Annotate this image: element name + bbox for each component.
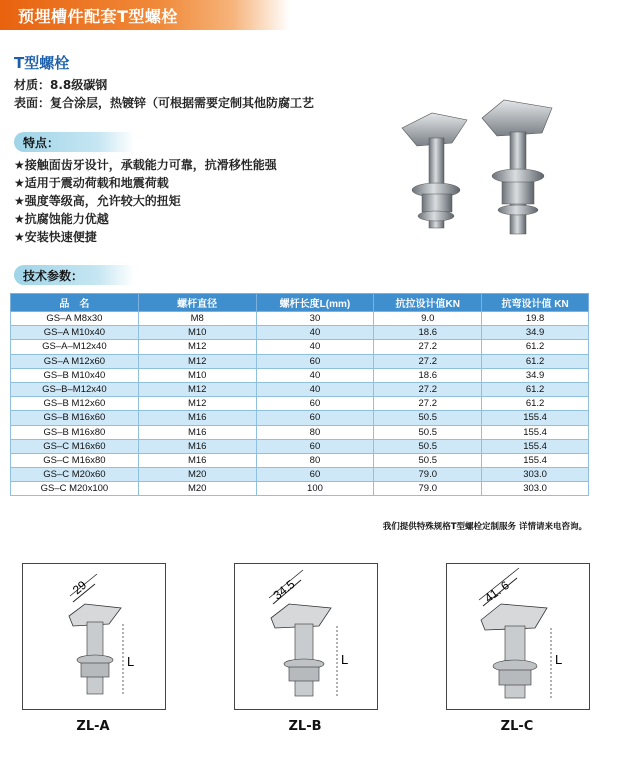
- table-cell: 61.2: [482, 397, 589, 411]
- feature-item: ★安装快速便捷: [14, 230, 97, 244]
- t-bolt-1: [402, 113, 467, 228]
- zl-c-drawing: [479, 568, 562, 700]
- surface-spec: 表面：复合涂层，热镀锌（可根据需要定制其他防腐工艺: [14, 96, 315, 110]
- table-cell: M16: [138, 425, 256, 439]
- table-row: [11, 397, 589, 411]
- table-row: [11, 368, 589, 382]
- table-cell: 60: [256, 468, 374, 482]
- header-banner: [0, 0, 290, 30]
- table-row: [11, 382, 589, 396]
- feature-item: ★抗腐蚀能力优越: [14, 212, 109, 226]
- table-cell: M12: [138, 397, 256, 411]
- table-cell: 40: [256, 326, 374, 340]
- table-cell: GS–A M12x60: [11, 354, 139, 368]
- table-cell: 79.0: [374, 468, 482, 482]
- figure-label-zl-b: ZL-B: [288, 719, 322, 734]
- table-row: [11, 453, 589, 467]
- column-header-diameter: 螺杆直径: [138, 294, 256, 312]
- table-row: [11, 425, 589, 439]
- table-cell: 18.6: [374, 326, 482, 340]
- table-cell: 34.9: [482, 368, 589, 382]
- zl-a-length-label: L: [127, 654, 135, 669]
- table-cell: 27.2: [374, 397, 482, 411]
- table-cell: M10: [138, 326, 256, 340]
- table-cell: 155.4: [482, 425, 589, 439]
- table-row: [11, 312, 589, 326]
- table-cell: GS–B–M12x40: [11, 382, 139, 396]
- table-cell: 30: [256, 312, 374, 326]
- table-cell: 34.9: [482, 326, 589, 340]
- features-heading-label: 特点：: [23, 136, 60, 150]
- zl-a-dimension: 29: [69, 577, 90, 598]
- table-row: [11, 411, 589, 425]
- table-row: [11, 340, 589, 354]
- table-row: [11, 326, 589, 340]
- table-cell: 79.0: [374, 482, 482, 496]
- column-header-tensile: 抗拉设计值KN: [374, 294, 482, 312]
- feature-item: ★接触面齿牙设计，承载能力可靠，抗滑移性能强: [14, 158, 277, 172]
- params-heading: [14, 265, 134, 285]
- table-cell: 60: [256, 397, 374, 411]
- table-cell: 60: [256, 354, 374, 368]
- table-cell: GS–B M16x60: [11, 411, 139, 425]
- table-cell: GS–C M16x80: [11, 453, 139, 467]
- table-row: [11, 354, 589, 368]
- figure-label-zl-a: ZL-A: [76, 719, 110, 734]
- table-cell: 40: [256, 382, 374, 396]
- table-cell: 50.5: [374, 411, 482, 425]
- params-table: [10, 293, 589, 496]
- zl-b-dimension: 34.5: [270, 577, 298, 603]
- zl-c-dimension: 41. 6: [481, 578, 512, 606]
- figure-label-zl-c: ZL-C: [500, 719, 534, 734]
- table-cell: 100: [256, 482, 374, 496]
- table-cell: 155.4: [482, 411, 589, 425]
- table-cell: GS–B M16x80: [11, 425, 139, 439]
- product-title: T型螺栓: [14, 54, 70, 72]
- table-cell: 61.2: [482, 354, 589, 368]
- table-cell: 19.8: [482, 312, 589, 326]
- table-cell: M20: [138, 482, 256, 496]
- table-cell: 40: [256, 368, 374, 382]
- figure-zl-c: [446, 563, 590, 710]
- table-cell: 50.5: [374, 425, 482, 439]
- zl-c-length-label: L: [555, 652, 563, 667]
- zl-b-length-label: L: [341, 652, 349, 667]
- features-heading: [14, 132, 134, 152]
- table-cell: 61.2: [482, 340, 589, 354]
- material-spec: 材质：8.8级碳钢: [14, 78, 108, 92]
- custom-service-note: 我们提供特殊规格T型螺栓定制服务 详情请来电咨询。: [382, 522, 587, 532]
- table-cell: GS–B M10x40: [11, 368, 139, 382]
- table-cell: 80: [256, 453, 374, 467]
- column-header-length: 螺杆长度L(mm): [256, 294, 374, 312]
- feature-item: ★适用于震动荷载和地震荷载: [14, 176, 169, 190]
- table-cell: GS–C M20x60: [11, 468, 139, 482]
- table-cell: 9.0: [374, 312, 482, 326]
- table-cell: M12: [138, 354, 256, 368]
- table-cell: 303.0: [482, 468, 589, 482]
- table-cell: M16: [138, 439, 256, 453]
- table-cell: 155.4: [482, 439, 589, 453]
- table-cell: M16: [138, 411, 256, 425]
- table-cell: 50.5: [374, 453, 482, 467]
- table-cell: 61.2: [482, 382, 589, 396]
- column-header-name: 品 名: [11, 294, 139, 312]
- table-cell: GS–A–M12x40: [11, 340, 139, 354]
- table-cell: GS–C M16x60: [11, 439, 139, 453]
- table-row: [11, 439, 589, 453]
- table-cell: 40: [256, 340, 374, 354]
- table-cell: 50.5: [374, 439, 482, 453]
- table-cell: 27.2: [374, 354, 482, 368]
- table-cell: GS–C M20x100: [11, 482, 139, 496]
- params-heading-label: 技术参数：: [23, 269, 84, 283]
- table-cell: M16: [138, 453, 256, 467]
- feature-item: ★强度等级高，允许较大的扭矩: [14, 194, 181, 208]
- table-cell: M12: [138, 340, 256, 354]
- table-cell: 155.4: [482, 453, 589, 467]
- table-cell: M8: [138, 312, 256, 326]
- t-bolt-photo: [392, 98, 592, 248]
- table-cell: GS–B M12x60: [11, 397, 139, 411]
- table-header-row: [11, 294, 589, 312]
- table-cell: GS–A M8x30: [11, 312, 139, 326]
- params-table-body: [11, 312, 589, 496]
- zl-b-drawing: [269, 570, 348, 698]
- table-cell: M12: [138, 382, 256, 396]
- table-cell: 27.2: [374, 382, 482, 396]
- table-row: [11, 482, 589, 496]
- table-cell: 27.2: [374, 340, 482, 354]
- column-header-bending: 抗弯设计值 KN: [482, 294, 589, 312]
- banner-title: 预埋槽件配套T型螺栓: [18, 7, 178, 26]
- table-cell: 60: [256, 439, 374, 453]
- zl-a-drawing: [69, 574, 134, 696]
- table-cell: 60: [256, 411, 374, 425]
- table-cell: 18.6: [374, 368, 482, 382]
- table-cell: M20: [138, 468, 256, 482]
- figure-zl-a: [22, 563, 166, 710]
- figure-zl-b: [234, 563, 378, 710]
- table-cell: M10: [138, 368, 256, 382]
- table-cell: 303.0: [482, 482, 589, 496]
- table-cell: 80: [256, 425, 374, 439]
- table-row: [11, 468, 589, 482]
- table-cell: GS–A M10x40: [11, 326, 139, 340]
- t-bolt-2: [482, 100, 552, 234]
